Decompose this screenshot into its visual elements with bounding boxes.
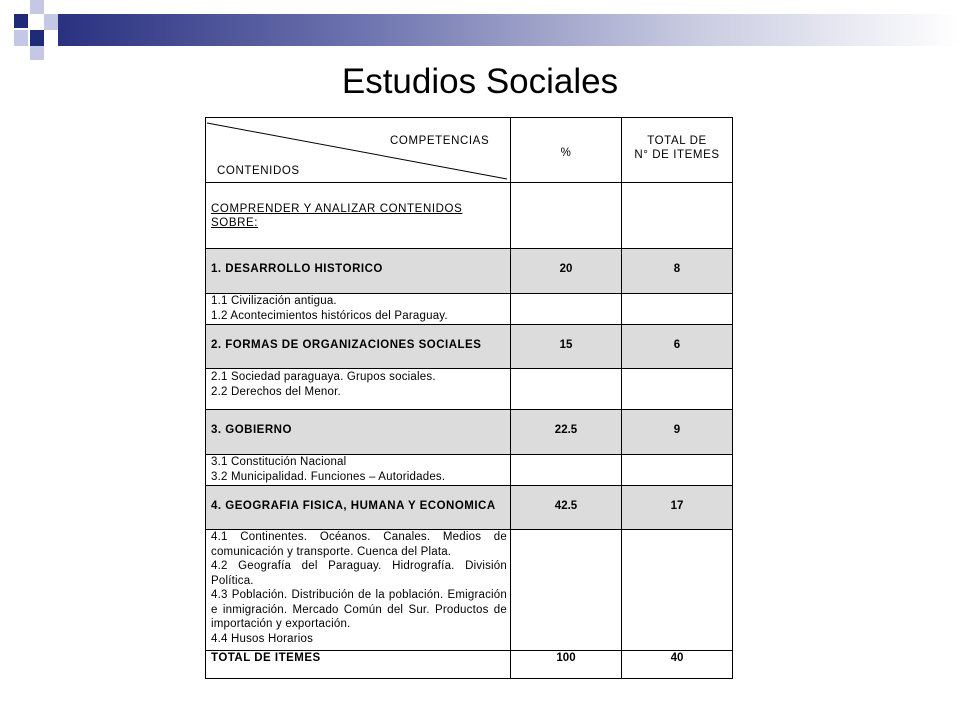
subtopic-2-1: 2.1 Sociedad paraguaya. Grupos sociales. [211, 371, 436, 383]
topic-3-label: 3. GOBIERNO [211, 424, 292, 436]
total-percent: 100 [556, 652, 576, 664]
subtopic-4-4: 4.4 Husos Horarios [211, 632, 314, 645]
topic-2-label: 2. FORMAS DE ORGANIZACIONES SOCIALES [211, 339, 482, 351]
intro-line1: COMPRENDER Y ANALIZAR CONTENIDOS [211, 203, 463, 215]
deco-square-lavender-1 [30, 0, 44, 14]
topic-1-items: 8 [673, 263, 681, 275]
table-col-divider-2 [621, 117, 622, 679]
row-divider-2 [205, 248, 733, 249]
topic-3-percent: 22.5 [554, 424, 578, 436]
content-table [205, 117, 733, 679]
subtopic-4-2: 4.2 Geografía del Paraguay. Hidrografía. División Política. [211, 560, 507, 587]
topic-1-percent: 20 [559, 263, 573, 275]
subtopic-1-2: 1.2 Acontecimientos históricos del Paraguay. [211, 309, 448, 322]
deco-square-navy-1 [14, 14, 28, 28]
topic-3-subtopics [211, 455, 507, 484]
table-col-divider-1 [510, 117, 511, 679]
total-items: 40 [670, 652, 684, 664]
header-total [622, 134, 732, 162]
subtopic-4-1: 4.1 Continentes. Océanos. Canales. Medios de comunicación y transporte. Cuenca del Plata. [211, 531, 507, 558]
subtopic-3-1: 3.1 Constitución Nacional [211, 456, 347, 468]
table-border-right [732, 117, 733, 679]
topic-4-items: 17 [670, 500, 684, 512]
row-divider-8 [205, 485, 733, 486]
topic-4-percent: 42.5 [554, 500, 578, 512]
deco-square-lavender-2 [44, 14, 58, 30]
row-divider-4 [205, 324, 733, 325]
title-gradient-bar [58, 14, 960, 46]
topic-1-subtopics [211, 294, 507, 323]
topic-2-percent: 15 [559, 339, 573, 351]
topic-2-items: 6 [673, 339, 681, 351]
topic-1-label: 1. DESARROLLO HISTÓRICO [211, 263, 383, 275]
row-divider-6 [205, 409, 733, 410]
intro-text [211, 202, 462, 230]
topic-4-label: 4. GEOGRAFÍA FÍSICA, HUMANA Y ECONÓMICA [211, 500, 496, 512]
topic-2-subtopics [211, 370, 507, 399]
deco-square-navy-2 [30, 30, 44, 46]
total-label: TOTAL DE ITEMES [211, 652, 321, 664]
table-border-left [205, 117, 206, 679]
header-percent: % [560, 147, 572, 159]
topic-3-items: 9 [673, 424, 681, 436]
row-divider-10 [205, 650, 733, 651]
subtopic-4-3: 4.3 Población. Distribución de la población. Emigración e inmigración. Mercado Común del Sur. Productos de importación y exportación. [211, 589, 507, 630]
deco-square-lavender-4 [30, 46, 44, 60]
row-divider-5 [205, 368, 733, 369]
header-total-line2: N° DE ITEMES [634, 149, 720, 161]
topic-4-subtopics [211, 530, 507, 646]
intro-line2: SOBRE: [211, 217, 259, 229]
subtopic-2-2: 2.2 Derechos del Menor. [211, 385, 341, 398]
subtopic-3-2: 3.2 Municipalidad. Funciones – Autoridades. [211, 470, 446, 483]
slide-title: Estudios Sociales [341, 62, 619, 101]
deco-square-lavender-3 [14, 30, 28, 46]
header-total-line1: TOTAL DE [647, 135, 707, 147]
header-contenidos: CONTENIDOS [217, 165, 300, 177]
header-competencias: COMPETENCIAS [390, 135, 490, 147]
table-border-bottom [205, 678, 733, 679]
subtopic-1-1: 1.1 Civilización antigua. [211, 295, 337, 307]
